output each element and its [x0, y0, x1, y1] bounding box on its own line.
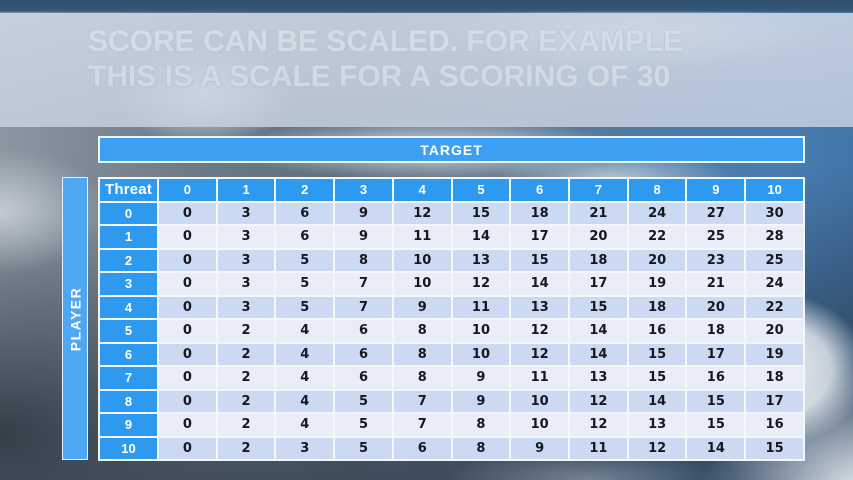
column-header: 9	[686, 178, 745, 202]
score-cell: 15	[569, 296, 628, 320]
column-header: 10	[745, 178, 804, 202]
score-cell: 10	[452, 343, 511, 367]
score-cell: 8	[452, 413, 511, 437]
column-header: 0	[158, 178, 217, 202]
score-cell: 25	[745, 249, 804, 273]
score-cell: 16	[686, 366, 745, 390]
score-cell: 3	[217, 272, 276, 296]
score-cell: 0	[158, 437, 217, 461]
target-header-bar	[98, 136, 805, 163]
score-cell: 9	[334, 202, 393, 226]
score-cell: 6	[275, 225, 334, 249]
score-cell: 0	[158, 202, 217, 226]
score-cell: 6	[275, 202, 334, 226]
score-cell: 18	[686, 319, 745, 343]
score-cell: 5	[275, 272, 334, 296]
score-cell: 5	[334, 437, 393, 461]
score-cell: 25	[686, 225, 745, 249]
table-row	[99, 437, 804, 461]
score-cell: 10	[510, 390, 569, 414]
corner-cell-threat: Threat	[99, 178, 158, 202]
column-header: 1	[217, 178, 276, 202]
score-cell: 18	[745, 366, 804, 390]
score-cell: 12	[569, 390, 628, 414]
row-header: 8	[99, 390, 158, 414]
score-cell: 18	[569, 249, 628, 273]
score-cell: 5	[275, 249, 334, 273]
score-cell: 17	[569, 272, 628, 296]
score-cell: 11	[569, 437, 628, 461]
score-cell: 9	[510, 437, 569, 461]
score-cell: 20	[569, 225, 628, 249]
table-row	[99, 366, 804, 390]
threat-header-row	[99, 178, 804, 202]
score-cell: 10	[452, 319, 511, 343]
score-cell: 3	[217, 249, 276, 273]
table-row	[99, 319, 804, 343]
row-header: 1	[99, 225, 158, 249]
score-cell: 21	[686, 272, 745, 296]
score-cell: 9	[334, 225, 393, 249]
row-header: 6	[99, 343, 158, 367]
score-cell: 2	[217, 343, 276, 367]
score-cell: 2	[217, 366, 276, 390]
score-cell: 0	[158, 225, 217, 249]
score-cell: 24	[745, 272, 804, 296]
score-cell: 15	[686, 413, 745, 437]
score-cell: 6	[334, 366, 393, 390]
score-cell: 0	[158, 319, 217, 343]
score-cell: 19	[745, 343, 804, 367]
table-row	[99, 225, 804, 249]
score-cell: 14	[452, 225, 511, 249]
score-cell: 14	[686, 437, 745, 461]
score-matrix-table	[98, 177, 805, 461]
score-cell: 8	[452, 437, 511, 461]
score-cell: 15	[686, 390, 745, 414]
score-cell: 20	[686, 296, 745, 320]
score-cell: 5	[275, 296, 334, 320]
score-cell: 7	[393, 390, 452, 414]
score-cell: 5	[334, 390, 393, 414]
score-cell: 6	[393, 437, 452, 461]
target-header-label: TARGET	[420, 141, 483, 158]
score-cell: 0	[158, 366, 217, 390]
score-cell: 22	[628, 225, 687, 249]
score-cell: 14	[628, 390, 687, 414]
score-cell: 0	[158, 249, 217, 273]
score-cell: 0	[158, 390, 217, 414]
matrix-body	[99, 202, 804, 461]
score-cell: 2	[217, 413, 276, 437]
score-cell: 12	[628, 437, 687, 461]
score-cell: 0	[158, 296, 217, 320]
column-header: 2	[275, 178, 334, 202]
score-cell: 7	[334, 296, 393, 320]
score-cell: 13	[628, 413, 687, 437]
row-header: 0	[99, 202, 158, 226]
score-cell: 6	[334, 343, 393, 367]
table-row	[99, 390, 804, 414]
score-cell: 4	[275, 366, 334, 390]
score-cell: 16	[745, 413, 804, 437]
column-header: 5	[452, 178, 511, 202]
score-cell: 10	[510, 413, 569, 437]
row-header: 4	[99, 296, 158, 320]
column-header: 8	[628, 178, 687, 202]
score-cell: 3	[217, 225, 276, 249]
score-cell: 0	[158, 343, 217, 367]
score-cell: 9	[452, 366, 511, 390]
score-cell: 8	[334, 249, 393, 273]
score-cell: 11	[510, 366, 569, 390]
row-header: 2	[99, 249, 158, 273]
title-band	[0, 13, 853, 127]
table-row	[99, 249, 804, 273]
score-cell: 3	[217, 296, 276, 320]
table-row	[99, 296, 804, 320]
score-cell: 19	[628, 272, 687, 296]
score-cell: 15	[745, 437, 804, 461]
score-cell: 17	[510, 225, 569, 249]
row-header: 9	[99, 413, 158, 437]
row-header: 7	[99, 366, 158, 390]
score-cell: 0	[158, 413, 217, 437]
score-cell: 4	[275, 319, 334, 343]
column-header: 6	[510, 178, 569, 202]
table-row	[99, 413, 804, 437]
table-row	[99, 272, 804, 296]
column-header: 7	[569, 178, 628, 202]
score-cell: 2	[217, 437, 276, 461]
player-header-bar	[62, 177, 88, 460]
score-cell: 6	[334, 319, 393, 343]
table-row	[99, 202, 804, 226]
score-cell: 30	[745, 202, 804, 226]
score-cell: 12	[569, 413, 628, 437]
column-header: 4	[393, 178, 452, 202]
score-cell: 11	[452, 296, 511, 320]
score-cell: 20	[628, 249, 687, 273]
score-cell: 15	[510, 249, 569, 273]
score-cell: 15	[628, 343, 687, 367]
score-cell: 12	[510, 319, 569, 343]
score-cell: 8	[393, 319, 452, 343]
score-cell: 21	[569, 202, 628, 226]
row-header: 5	[99, 319, 158, 343]
score-cell: 4	[275, 413, 334, 437]
column-header: 3	[334, 178, 393, 202]
score-cell: 12	[452, 272, 511, 296]
score-cell: 13	[510, 296, 569, 320]
score-cell: 17	[686, 343, 745, 367]
score-cell: 9	[452, 390, 511, 414]
score-cell: 9	[393, 296, 452, 320]
row-header: 3	[99, 272, 158, 296]
score-cell: 8	[393, 343, 452, 367]
score-cell: 14	[569, 343, 628, 367]
score-cell: 12	[393, 202, 452, 226]
score-cell: 11	[393, 225, 452, 249]
score-cell: 20	[745, 319, 804, 343]
score-cell: 2	[217, 319, 276, 343]
score-cell: 28	[745, 225, 804, 249]
score-cell: 15	[452, 202, 511, 226]
score-cell: 4	[275, 343, 334, 367]
score-cell: 13	[569, 366, 628, 390]
table-row	[99, 343, 804, 367]
score-cell: 18	[510, 202, 569, 226]
player-header-label: PLAYER	[67, 286, 84, 351]
score-cell: 24	[628, 202, 687, 226]
score-cell: 7	[393, 413, 452, 437]
score-cell: 2	[217, 390, 276, 414]
score-cell: 23	[686, 249, 745, 273]
score-cell: 3	[275, 437, 334, 461]
score-cell: 10	[393, 249, 452, 273]
score-cell: 18	[628, 296, 687, 320]
score-cell: 7	[334, 272, 393, 296]
row-header: 10	[99, 437, 158, 461]
score-cell: 14	[569, 319, 628, 343]
score-cell: 27	[686, 202, 745, 226]
score-cell: 0	[158, 272, 217, 296]
score-cell: 10	[393, 272, 452, 296]
score-cell: 4	[275, 390, 334, 414]
score-cell: 8	[393, 366, 452, 390]
score-cell: 5	[334, 413, 393, 437]
score-cell: 16	[628, 319, 687, 343]
score-cell: 17	[745, 390, 804, 414]
score-cell: 3	[217, 202, 276, 226]
score-cell: 14	[510, 272, 569, 296]
score-cell: 22	[745, 296, 804, 320]
score-cell: 15	[628, 366, 687, 390]
score-cell: 12	[510, 343, 569, 367]
score-cell: 13	[452, 249, 511, 273]
